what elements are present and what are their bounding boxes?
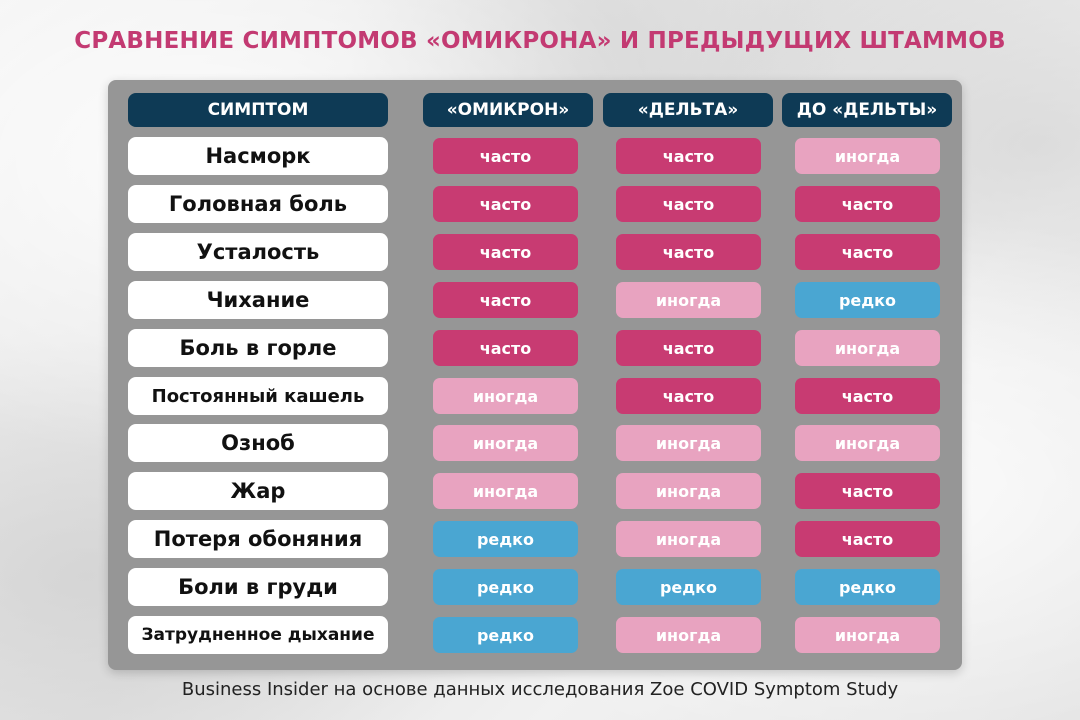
frequency-badge-delta: часто — [616, 378, 761, 414]
source-note: Business Insider на основе данных исследования Zoe COVID Symptom Study — [181, 679, 899, 700]
frequency-badge-omicron: редко — [433, 521, 578, 557]
frequency-badge-pre-delta: иногда — [795, 425, 940, 461]
frequency-badge-omicron: редко — [433, 617, 578, 653]
comparison-table — [108, 80, 962, 670]
frequency-badge-omicron: часто — [433, 330, 578, 366]
symptom-label: Боли в груди — [128, 568, 388, 606]
frequency-badge-delta: иногда — [616, 473, 761, 509]
symptom-label: Головная боль — [128, 185, 388, 223]
header-pre-delta: ДО «ДЕЛЬТЫ» — [782, 93, 952, 127]
frequency-badge-delta: иногда — [616, 425, 761, 461]
header-symptom: СИМПТОМ — [128, 93, 388, 127]
frequency-badge-omicron: редко — [433, 569, 578, 605]
frequency-badge-pre-delta: часто — [795, 234, 940, 270]
frequency-badge-pre-delta: редко — [795, 569, 940, 605]
frequency-badge-pre-delta: часто — [795, 473, 940, 509]
symptom-label: Озноб — [128, 424, 388, 462]
frequency-badge-pre-delta: иногда — [795, 330, 940, 366]
page-title: СРАВНЕНИЕ СИМПТОМОВ «ОМИКРОНА» И ПРЕДЫДУЩИХ ШТАММОВ — [74, 28, 1006, 54]
frequency-badge-omicron: часто — [433, 186, 578, 222]
header-omicron: «ОМИКРОН» — [423, 93, 593, 127]
frequency-badge-pre-delta: иногда — [795, 138, 940, 174]
frequency-badge-pre-delta: редко — [795, 282, 940, 318]
frequency-badge-omicron: часто — [433, 138, 578, 174]
frequency-badge-omicron: иногда — [433, 425, 578, 461]
frequency-badge-pre-delta: часто — [795, 186, 940, 222]
frequency-badge-pre-delta: иногда — [795, 617, 940, 653]
frequency-badge-delta: часто — [616, 330, 761, 366]
symptom-label: Жар — [128, 472, 388, 510]
frequency-badge-omicron: часто — [433, 282, 578, 318]
frequency-badge-delta: часто — [616, 234, 761, 270]
frequency-badge-delta: иногда — [616, 617, 761, 653]
symptom-label: Потеря обоняния — [128, 520, 388, 558]
frequency-badge-delta: часто — [616, 186, 761, 222]
symptom-label: Чихание — [128, 281, 388, 319]
frequency-badge-delta: иногда — [616, 521, 761, 557]
frequency-badge-omicron: иногда — [433, 473, 578, 509]
frequency-badge-pre-delta: часто — [795, 521, 940, 557]
symptom-label: Постоянный кашель — [128, 377, 388, 415]
frequency-badge-omicron: часто — [433, 234, 578, 270]
symptom-label: Боль в горле — [128, 329, 388, 367]
frequency-badge-delta: редко — [616, 569, 761, 605]
symptom-label: Усталость — [128, 233, 388, 271]
frequency-badge-delta: часто — [616, 138, 761, 174]
frequency-badge-pre-delta: часто — [795, 378, 940, 414]
frequency-badge-omicron: иногда — [433, 378, 578, 414]
symptom-label: Затрудненное дыхание — [128, 616, 388, 654]
header-delta: «ДЕЛЬТА» — [603, 93, 773, 127]
frequency-badge-delta: иногда — [616, 282, 761, 318]
symptom-label: Насморк — [128, 137, 388, 175]
